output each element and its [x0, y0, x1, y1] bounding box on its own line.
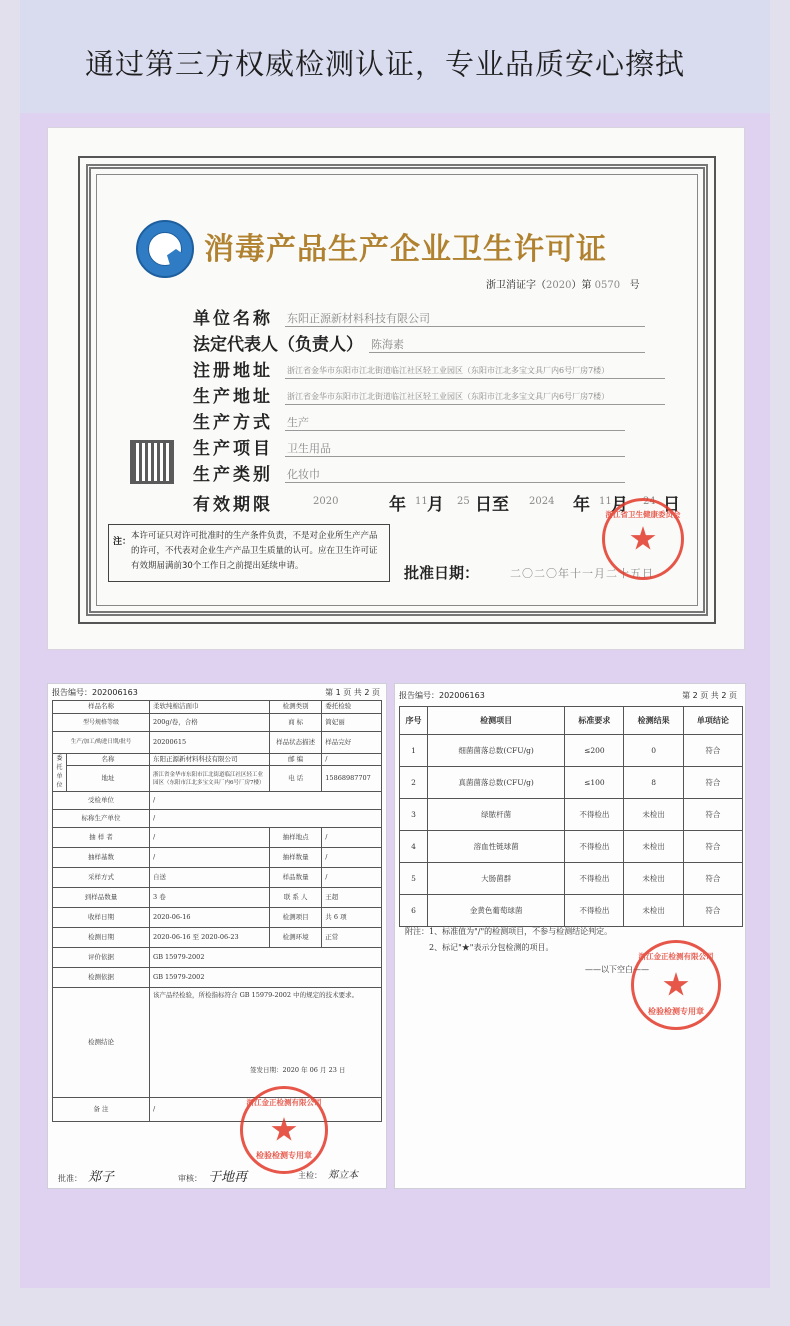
- valid-from-month: 11: [415, 496, 428, 507]
- certificate-title: 消毒产品生产企业卫生许可证: [204, 232, 607, 267]
- day-to: 日至: [475, 495, 509, 515]
- table-cell: 15868987707: [322, 766, 382, 792]
- field-value: 陈海素: [371, 338, 404, 351]
- table-cell: 标称生产单位: [53, 810, 150, 828]
- table-cell: /: [322, 828, 382, 848]
- table-cell: 20200615: [150, 731, 270, 753]
- table-cell: 联 系 人: [270, 888, 322, 908]
- table-cell: 不得检出: [565, 799, 624, 831]
- year-char: 年: [389, 495, 406, 515]
- number-year: 2020: [546, 280, 572, 291]
- signature-approve: [58, 1166, 114, 1185]
- month-char: 月: [427, 495, 444, 515]
- table-cell: /: [150, 792, 382, 810]
- table-cell: 郑子: [88, 1170, 115, 1185]
- header-banner: [20, 0, 770, 113]
- field-value: 东阳正源新材料科技有限公司: [287, 312, 430, 325]
- table-cell: 名称: [67, 753, 150, 766]
- table-row: [53, 908, 382, 928]
- table-cell: 符合: [683, 799, 742, 831]
- number-prefix: 浙卫消证字（: [486, 280, 546, 291]
- field-value: 卫生用品: [287, 442, 331, 455]
- table-cell: 检测结论: [53, 988, 150, 1098]
- seal-star-icon: [630, 526, 656, 552]
- table-cell: 序号: [400, 707, 428, 735]
- table-cell: GB 15979-2002: [150, 948, 382, 968]
- table-cell: 未检出: [624, 863, 683, 895]
- table-cell: 符合: [683, 767, 742, 799]
- table-cell: 抽 样 者: [53, 828, 150, 848]
- table-cell: 2020-06-16 至 2020-06-23: [150, 928, 270, 948]
- report-info-table: [52, 700, 382, 1122]
- table-row: [53, 713, 382, 731]
- table-cell: /: [322, 848, 382, 868]
- report-page: 第 1 页 共 2 页: [325, 688, 380, 697]
- table-cell: 主检：: [298, 1171, 322, 1180]
- table-cell: 检测环境: [270, 928, 322, 948]
- table-cell: 浙江省金华市东阳市江北街道临江社区轻工业园区（东阳市江北多宝文具厂内6号厂房7楼）: [150, 766, 270, 792]
- field-label: 生产项目: [193, 439, 273, 459]
- day-char: 日: [663, 495, 680, 515]
- hygiene-license-certificate: [47, 127, 745, 650]
- field-value: 化妆巾: [287, 468, 320, 481]
- valid-to-year: 2024: [529, 496, 555, 507]
- table-cell: GB 15979-2002: [150, 968, 382, 988]
- field-value: 生产: [287, 416, 309, 429]
- health-commission-seal: [602, 498, 684, 580]
- sign-date: 签发日期：2020 年 06 月 23 日: [250, 1066, 346, 1074]
- month-char: 月: [611, 495, 628, 515]
- validity-label: 有效期限: [193, 495, 273, 515]
- seal-bottom-text: 检验检测专用章: [256, 1151, 312, 1160]
- table-cell: /: [322, 868, 382, 888]
- table-row: [400, 799, 743, 831]
- table-row: [53, 948, 382, 968]
- table-cell: 样品完好: [322, 731, 382, 753]
- table-cell: 检测项目: [428, 707, 565, 735]
- table-cell: 符合: [683, 895, 742, 927]
- table-row: [53, 753, 382, 766]
- table-cell: 东阳正源新材料科技有限公司: [150, 753, 270, 766]
- table-row: [53, 1098, 382, 1122]
- table-cell: 符合: [683, 863, 742, 895]
- table-cell: 检测类别: [270, 701, 322, 714]
- table-row: [53, 766, 382, 792]
- table-row: [53, 731, 382, 753]
- test-report-page-2: [394, 683, 746, 1189]
- table-cell: /: [150, 1098, 382, 1122]
- table-cell: 样品名称: [53, 701, 150, 714]
- table-cell: /: [150, 848, 270, 868]
- table-cell: 检测项目: [270, 908, 322, 928]
- table-cell: /: [150, 828, 270, 848]
- table-cell: 商 标: [270, 713, 322, 731]
- table-cell: 符合: [683, 735, 742, 767]
- table-cell: 检测结果: [624, 707, 683, 735]
- number-suffix: 号: [629, 280, 640, 291]
- table-cell: 于地再: [208, 1170, 248, 1185]
- field-label: 生产类别: [193, 465, 273, 485]
- table-cell: 5: [400, 863, 428, 895]
- table-row: [400, 735, 743, 767]
- table-cell: 绿脓杆菌: [428, 799, 565, 831]
- health-emblem-icon: [136, 220, 194, 278]
- field-label: 注册地址: [193, 361, 273, 381]
- table-cell: /: [322, 753, 382, 766]
- seal-text: 浙江省卫生健康委员会: [605, 510, 681, 519]
- table-row: [400, 895, 743, 927]
- end-marker: ——以下空白——: [585, 965, 649, 974]
- approval-date: 二〇二〇年十一月二十五日: [510, 567, 654, 580]
- seal-text: 浙江金正检测有限公司: [638, 952, 714, 961]
- table-cell: 到样品数量: [53, 888, 150, 908]
- seal-text: 浙江金正检测有限公司: [246, 1098, 322, 1107]
- table-row: [53, 928, 382, 948]
- table-cell: 抽样数量: [270, 848, 322, 868]
- approval-label: 批准日期：: [404, 564, 480, 582]
- table-cell: 真菌菌落总数(CFU/g): [428, 767, 565, 799]
- table-cell: 样品数量: [270, 868, 322, 888]
- footnote-2: 2、标记"★"表示分包检测的项目。: [429, 943, 554, 952]
- year-char: 年: [573, 495, 590, 515]
- number-mid: ）第: [571, 280, 592, 291]
- table-cell: 金黄色葡萄球菌: [428, 895, 565, 927]
- field-label: 生产方式: [193, 413, 273, 433]
- table-cell: 样品状态描述: [270, 731, 322, 753]
- table-cell: 符合: [683, 831, 742, 863]
- table-cell: 备 注: [53, 1098, 150, 1122]
- seal-star-icon: [663, 972, 689, 998]
- table-row: [53, 828, 382, 848]
- field-label: 单位名称: [193, 309, 273, 329]
- table-row: [53, 868, 382, 888]
- table-cell: 委托检验: [322, 701, 382, 714]
- table-header-row: [400, 707, 743, 735]
- table-cell: 地址: [67, 766, 150, 792]
- valid-to-month: 11: [599, 496, 612, 507]
- table-cell: ≤200: [565, 735, 624, 767]
- table-row: [53, 810, 382, 828]
- table-cell: 检测日期: [53, 928, 150, 948]
- field-label: 法定代表人（负责人）: [193, 335, 363, 355]
- table-cell: 委托单位: [53, 753, 67, 792]
- table-row: [53, 701, 382, 714]
- table-cell: 3: [400, 799, 428, 831]
- signature-review: [178, 1166, 247, 1185]
- table-cell: 采样方式: [53, 868, 150, 888]
- table-cell: 评价依据: [53, 948, 150, 968]
- table-cell: 抽样基数: [53, 848, 150, 868]
- note-mark: 注：: [113, 537, 132, 547]
- table-cell: 邮 编: [270, 753, 322, 766]
- report-number: 报告编号：202006163: [52, 688, 138, 697]
- table-cell: 正常: [322, 928, 382, 948]
- table-cell: 细菌菌落总数(CFU/g): [428, 735, 565, 767]
- table-cell: 0: [624, 735, 683, 767]
- table-row: [53, 888, 382, 908]
- qr-code-icon: [130, 440, 174, 484]
- header-title: 通过第三方权威检测认证，专业品质安心擦拭: [85, 47, 686, 81]
- table-cell: 溶血性链球菌: [428, 831, 565, 863]
- valid-from-day: 25: [457, 496, 470, 507]
- table-row: [53, 988, 382, 1098]
- table-cell: 未检出: [624, 831, 683, 863]
- valid-from-year: 2020: [313, 496, 339, 507]
- table-cell: 大肠菌群: [428, 863, 565, 895]
- table-cell: /: [150, 810, 382, 828]
- table-cell: 标准要求: [565, 707, 624, 735]
- footnote-1: 附注：1、标准值为"/"的检测项目，不参与检测结论判定。: [405, 927, 613, 936]
- table-cell: ≤100: [565, 767, 624, 799]
- table-cell: 6: [400, 895, 428, 927]
- table-cell: 生产/加工/购进日期/批号: [53, 731, 150, 753]
- table-cell: 未检出: [624, 895, 683, 927]
- field-value: 浙江省金华市东阳市江北街道临江社区轻工业园区（东阳市江北多宝文具厂内6号厂房7楼）: [287, 366, 610, 375]
- table-cell: 柔软纯棉洁面巾: [150, 701, 270, 714]
- table-cell: 3 卷: [150, 888, 270, 908]
- field-label: 生产地址: [193, 387, 273, 407]
- table-row: [53, 792, 382, 810]
- table-cell: 审核：: [178, 1174, 202, 1183]
- table-cell: 不得检出: [565, 831, 624, 863]
- table-cell: 未检出: [624, 799, 683, 831]
- table-cell: 简妃丽: [322, 713, 382, 731]
- table-cell: 王超: [322, 888, 382, 908]
- test-report-page-1: [47, 683, 387, 1189]
- seal-star-icon: [271, 1117, 297, 1143]
- table-row: [400, 831, 743, 863]
- table-cell: 不得检出: [565, 863, 624, 895]
- test-results-table: [399, 706, 743, 927]
- table-cell: 电 话: [270, 766, 322, 792]
- table-cell: 1: [400, 735, 428, 767]
- table-row: [53, 848, 382, 868]
- table-cell: 抽样地点: [270, 828, 322, 848]
- table-cell: 自送: [150, 868, 270, 888]
- seal-bottom-text: 检验检测专用章: [648, 1007, 704, 1016]
- number-value: 0570: [594, 280, 621, 291]
- table-cell: 4: [400, 831, 428, 863]
- table-cell: 8: [624, 767, 683, 799]
- inspection-seal: [631, 940, 721, 1030]
- table-cell: 批准：: [58, 1174, 82, 1183]
- note-text: 本许可证只对许可批准时的生产条件负责，不是对企业所生产产品的许可，不代表对企业生产产品卫生质量的认可。应在卫生许可证有效期届满前30个工作日之前提出延续申请。: [131, 531, 378, 571]
- table-row: [400, 767, 743, 799]
- report-page: 第 2 页 共 2 页: [682, 691, 737, 700]
- table-cell: 200g/卷，合格: [150, 713, 270, 731]
- table-cell: 检测依据: [53, 968, 150, 988]
- report-number: 报告编号：202006163: [399, 691, 485, 700]
- certificate-note: [108, 524, 390, 582]
- table-cell: 共 6 项: [322, 908, 382, 928]
- conclusion-text: 该产品经检验，所检指标符合 GB 15979-2002 中的规定的技术要求。: [153, 991, 359, 999]
- table-cell: 郑立本: [328, 1170, 358, 1181]
- table-row: [400, 863, 743, 895]
- table-cell: 2020-06-16: [150, 908, 270, 928]
- table-cell: 型号规格等级: [53, 713, 150, 731]
- table-cell: 受检单位: [53, 792, 150, 810]
- signature-main: [298, 1166, 358, 1181]
- field-value: 浙江省金华市东阳市江北街道临江社区轻工业园区（东阳市江北多宝文具厂内6号厂房7楼）: [287, 392, 610, 401]
- inspection-seal: [240, 1086, 328, 1174]
- table-cell: 单项结论: [683, 707, 742, 735]
- table-row: [53, 968, 382, 988]
- valid-to-day: 24: [643, 496, 656, 507]
- table-cell: 收样日期: [53, 908, 150, 928]
- certificate-number: [486, 276, 640, 291]
- table-cell: 2: [400, 767, 428, 799]
- table-cell: 不得检出: [565, 895, 624, 927]
